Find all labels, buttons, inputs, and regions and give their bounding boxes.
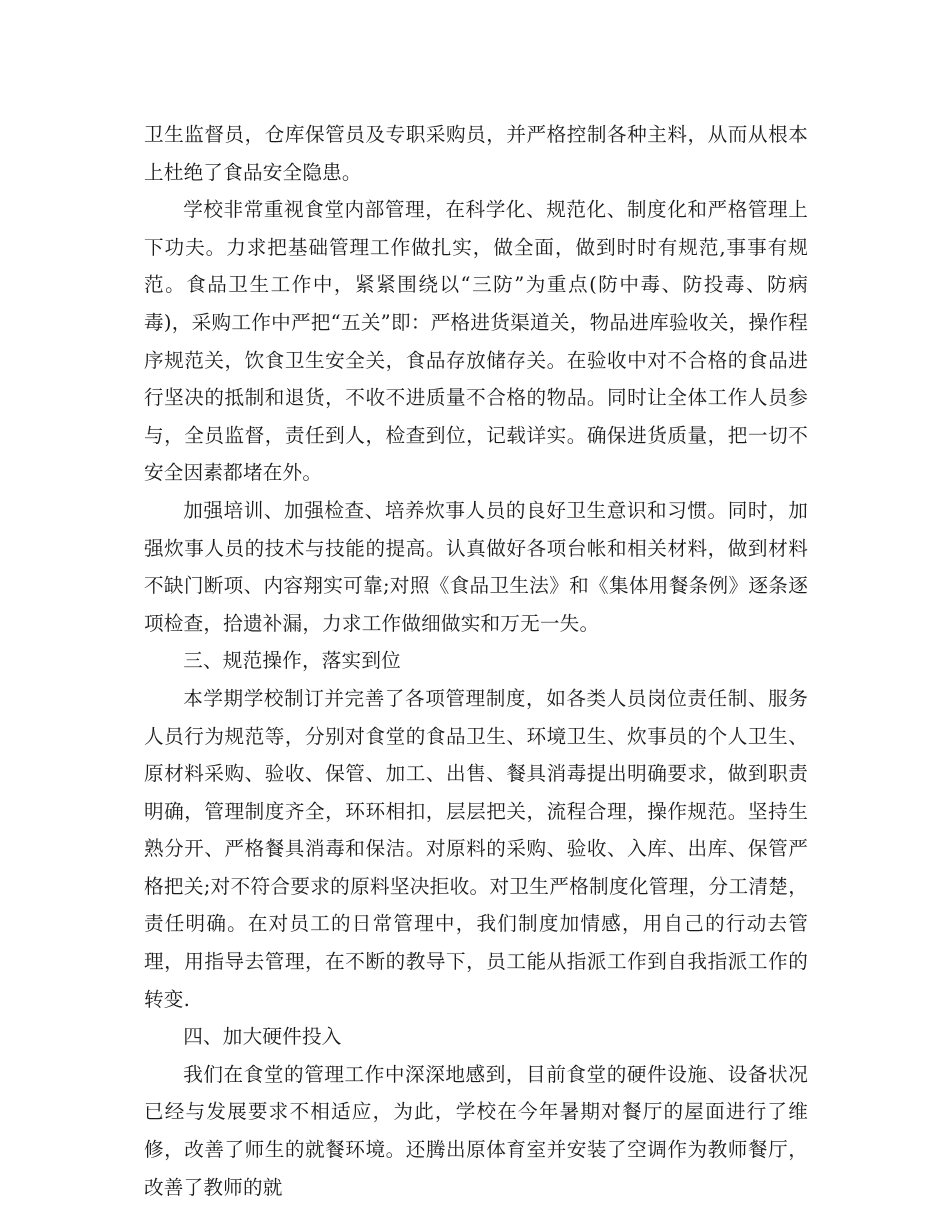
paragraph-training: 加强培训、加强检查、培养炊事人员的良好卫生意识和习惯。同时，加强炊事人员的技术与技能的提高。认真做好各项台帐和相关材料，做到材料不缺门断项、内容翔实可靠;对照《食品卫生法》和《集体用餐条例》逐条逐项检查，拾遗补漏，力求工作做细做实和万无一失。 bbox=[144, 498, 808, 635]
paragraph-canteen-management: 学校非常重视食堂内部管理，在科学化、规范化、制度化和严格管理上下功夫。力求把基础管理工作做扎实，做全面，做到时时有规范,事事有规范。食品卫生工作中，紧紧围绕以“三防”为重点(防中毒、防投毒、防病毒)，采购工作中严把“五关”即：严格进货渠道关，物品进库验收关，操作程序规范关，饮食卫生安全关，食品存放储存关。在验收中对不合格的食品进行坚决的抵制和退货，不收不进质量不合格的物品。同时让全体工作人员参与，全员监督，责任到人，检查到位，记载详实。确保进货质量，把一切不安全因素都堵在外。 bbox=[144, 198, 808, 485]
paragraph-regulations: 本学期学校制订并完善了各项管理制度，如各类人员岗位责任制、服务人员行为规范等，分别对食堂的食品卫生、环境卫生、炊事员的个人卫生、原材料采购、验收、保管、加工、出售、餐具消毒提出明确要求，做到职责明确，管理制度齐全，环环相扣，层层把关，流程合理，操作规范。坚持生熟分开、严格餐具消毒和保洁。对原料的采购、验收、入库、出库、保管严格把关;对不符合要求的原料坚决拒收。对卫生严格制度化管理，分工清楚，责任明确。在对员工的日常管理中，我们制度加情感，用自己的行动去管理，用指导去管理，在不断的教导下，员工能从指派工作到自我指派工作的转变. bbox=[144, 686, 808, 1011]
section-heading-3: 三、规范操作，落实到位 bbox=[183, 649, 401, 673]
paragraph-continued: 卫生监督员，仓库保管员及专职采购员，并严格控制各种主料，从而从根本上杜绝了食品安全隐患。 bbox=[144, 123, 808, 184]
document-body bbox=[144, 116, 808, 1206]
section-heading-4: 四、加大硬件投入 bbox=[183, 1025, 342, 1049]
paragraph-hardware: 我们在食堂的管理工作中深深地感到，目前食堂的硬件设施、设备状况已经与发展要求不相适应，为此，学校在今年暑期对餐厅的屋面进行了维修，改善了师生的就餐环境。还腾出原体育室并安装了空调作为教师餐厅，改善了教师的就 bbox=[144, 1062, 808, 1199]
